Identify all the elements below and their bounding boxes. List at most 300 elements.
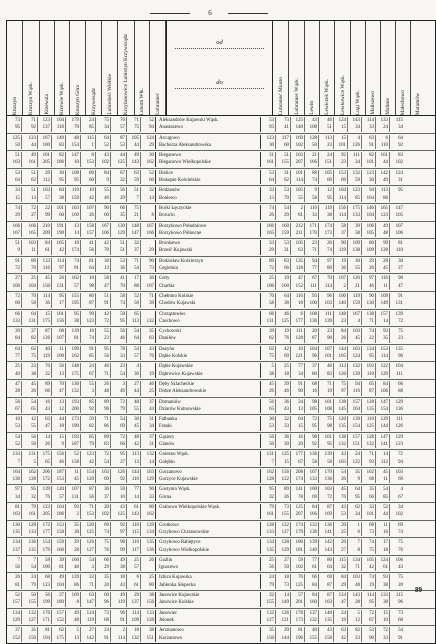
distance-cell: 56 — [7, 399, 22, 406]
distance-cell: 57 — [127, 353, 141, 360]
distance-cell: 24 — [96, 627, 111, 634]
distance-cell: 37 — [7, 627, 22, 634]
distance-cell: 167 — [348, 311, 362, 318]
distance-cell: 151 — [319, 159, 334, 166]
table-row — [7, 187, 435, 194]
distance-cell: 60 — [276, 142, 291, 149]
distance-cell: 87 — [319, 592, 334, 599]
distance-cell: 125 — [291, 504, 305, 511]
distance-cell: 70 — [22, 293, 38, 300]
distance-cell: 133 — [305, 476, 319, 483]
distance-cell: 90 — [362, 635, 376, 642]
distance-cell: 133 — [7, 451, 22, 458]
distance-cell: 163 — [348, 346, 362, 353]
row-group — [7, 292, 435, 310]
distance-cell: 174 — [291, 522, 305, 529]
distance-cell: 81 — [7, 504, 22, 511]
distance-cell: 169 — [66, 212, 81, 219]
station-name: Dęby Szlacheckie — [156, 381, 261, 388]
distance-cell: 147 — [81, 599, 96, 606]
distance-cell: 69 — [398, 477, 403, 483]
distance-cell: 166 — [22, 223, 38, 230]
distance-cell: 105 — [362, 557, 376, 564]
distance-cell: 100 — [38, 564, 52, 571]
distance-cell: 57 — [111, 124, 127, 131]
distance-cell: 135 — [362, 406, 376, 413]
distance-cell: 29 — [111, 195, 127, 202]
table-row — [7, 318, 435, 325]
distance-cell: 201 — [291, 599, 305, 606]
table-row — [7, 170, 435, 177]
distance-cell: 124 — [376, 557, 390, 564]
distance-cell: 120 — [81, 522, 96, 529]
distance-cell: 37 — [22, 328, 38, 335]
distance-cell: 20 — [334, 522, 348, 529]
distance-cell: 125 — [362, 423, 376, 430]
distance-cell: 73 — [141, 265, 156, 272]
station-name: Domaniów — [156, 399, 261, 406]
distance-cell: 100 — [276, 283, 291, 290]
station-name: Charbia — [156, 283, 261, 290]
distance-cell: 57 — [291, 592, 305, 599]
distance-cell: 105 — [291, 240, 305, 247]
distance-cell: 106 — [376, 388, 390, 395]
distance-cell: 135 — [7, 529, 22, 536]
distance-cell: 47 — [334, 599, 348, 606]
table-row — [7, 117, 435, 124]
table-row — [7, 441, 435, 448]
distance-cell: 18 — [127, 627, 141, 634]
distance-cell: 179 — [291, 529, 305, 536]
distance-cell: 135 — [395, 346, 403, 352]
distance-cell: 128 — [362, 399, 376, 406]
distance-cell: 75 — [362, 547, 376, 554]
distance-cell: 78 — [291, 494, 305, 501]
distance-cell: 104 — [305, 346, 319, 353]
distance-cell: 49 — [376, 223, 390, 230]
distance-cell: 154 — [38, 539, 52, 546]
distance-cell: 24 — [348, 451, 362, 458]
distance-cell: 55 — [96, 187, 111, 194]
distance-cell: 31 — [141, 416, 156, 423]
distance-cell: 107 — [141, 283, 156, 290]
distance-cell: 63 — [362, 135, 376, 142]
distance-cell: 119 — [334, 247, 348, 254]
station-name: Gąsiory — [156, 434, 261, 441]
distance-cell: 106 — [395, 557, 403, 563]
distance-cell: 147 — [376, 399, 390, 406]
distance-cell: 49 — [52, 574, 66, 581]
distance-cell: 125 — [276, 318, 291, 325]
distance-cell: 5 — [66, 627, 81, 634]
header-col-left — [118, 21, 135, 115]
distance-cell: 123 — [362, 170, 376, 177]
table-header — [7, 21, 435, 116]
distance-cell: 28 — [66, 547, 81, 554]
distance-cell: 127 — [81, 547, 96, 554]
distance-cell: 43 — [305, 117, 319, 124]
distance-cell: 103 — [348, 328, 362, 335]
row-group — [7, 327, 435, 345]
header-col-label: Malinie — [385, 98, 391, 115]
distance-cell: 60 — [141, 177, 156, 184]
distance-cell: 142 — [81, 635, 96, 642]
distance-cell: 120 — [334, 371, 348, 378]
distance-cell: 13 — [22, 195, 38, 202]
distance-cell: 103 — [291, 152, 305, 159]
distance-cell: 115 — [395, 118, 403, 123]
distance-cell: 80 — [362, 240, 376, 247]
distance-cell: 151 — [348, 441, 362, 448]
distance-cell: 14 — [127, 494, 141, 501]
distance-cell: 109 — [127, 617, 141, 624]
distance-cell: 210 — [38, 223, 52, 230]
distance-cell: 45 — [334, 486, 348, 493]
distance-cell: 54 — [96, 459, 111, 466]
distance-cell: 44 — [141, 406, 156, 413]
distance-cell: 63 — [38, 416, 52, 423]
distance-cell: 133 — [7, 318, 22, 325]
distance-cell: 126 — [81, 539, 96, 546]
distance-cell: 75 — [334, 381, 348, 388]
table-row — [7, 223, 435, 230]
distance-cell: 62 — [276, 177, 291, 184]
distance-cell: 24 — [261, 574, 276, 581]
distance-cell: 129 — [276, 547, 291, 554]
distance-cell: 107 — [395, 223, 403, 229]
distance-cell: 160 — [52, 547, 66, 554]
distance-cell: 48 — [348, 582, 362, 589]
distance-cell: 89 — [96, 399, 111, 406]
distance-cell: 132 — [305, 617, 319, 624]
distance-cell: 158 — [81, 223, 96, 230]
distance-cell: 157 — [81, 230, 96, 237]
distance-cell: 80 — [141, 582, 156, 589]
distance-cell: 134 — [7, 539, 22, 546]
distance-cell: 130 — [7, 476, 22, 483]
distance-cell: 61 — [127, 504, 141, 511]
distance-cell: 72 — [22, 205, 38, 212]
distance-cell: 25 — [334, 529, 348, 536]
distance-cell: 23 — [348, 635, 362, 642]
distance-cell: 84 — [334, 574, 348, 581]
distance-cell: 116 — [305, 205, 319, 212]
distance-cell: 37 — [305, 363, 319, 370]
header-col-label: Lugi Wąsk. — [355, 89, 361, 115]
distance-cell: 158 — [319, 635, 334, 642]
distance-cell: 90 — [96, 205, 111, 212]
distance-cell: 160 — [305, 599, 319, 606]
distance-cell: 33 — [362, 124, 376, 131]
distance-cell: 15 — [38, 311, 52, 318]
distance-cell: 75 — [96, 539, 111, 546]
distance-cell: 90 — [362, 293, 376, 300]
distance-cell — [141, 564, 156, 571]
distance-cell: 58 — [305, 459, 319, 466]
distance-cell: 155 — [261, 599, 276, 606]
station-name: Bonlewo — [156, 195, 261, 202]
station-name: Jerzmanowo — [156, 627, 261, 634]
distance-cell: 144 — [127, 469, 141, 476]
distance-cell: 95 — [261, 486, 276, 493]
distance-cell: 19 — [362, 582, 376, 589]
row-group — [7, 415, 435, 433]
distance-cell: 118 — [291, 265, 305, 272]
distance-cell: 124 — [395, 170, 403, 176]
distance-cell: 29 — [96, 564, 111, 571]
distance-cell: 71 — [96, 371, 111, 378]
distance-cell: 38 — [319, 212, 334, 219]
distance-cell: 20 — [334, 476, 348, 483]
distance-cell: 108 — [305, 124, 319, 131]
distance-cell: 32 — [111, 177, 127, 184]
distance-cell: 199 — [38, 599, 52, 606]
distance-cell: 137 — [7, 547, 22, 554]
distance-cell: 102 — [395, 512, 403, 518]
distance-cell: 33 — [376, 635, 390, 642]
table-row — [7, 486, 435, 493]
distance-cell: 147 — [395, 205, 403, 211]
distance-cell: 100 — [305, 486, 319, 493]
distance-cell: 39 — [261, 328, 276, 335]
distance-cell: 42 — [127, 441, 141, 448]
distance-cell: 1 — [81, 142, 96, 149]
distance-cell: 19 — [334, 617, 348, 624]
distance-cell: 36 — [111, 265, 127, 272]
distance-cell: 51 — [22, 170, 38, 177]
distance-cell: 79 — [22, 504, 38, 511]
distance-cell: 130 — [111, 223, 127, 230]
distance-cell: 125 — [81, 529, 96, 536]
distance-cell: 120 — [81, 476, 96, 483]
distance-cell: 29 — [334, 582, 348, 589]
distance-cell: 97 — [319, 258, 334, 265]
distance-cell: 25 — [127, 557, 141, 564]
distance-cell: 45 — [261, 381, 276, 388]
distance-cell: 38 — [261, 371, 276, 378]
distance-cell: 155 — [22, 599, 38, 606]
distance-cell: 67 — [81, 371, 96, 378]
distance-cell: 158 — [52, 529, 66, 536]
distance-cell: 26 — [96, 381, 111, 388]
distance-cell: 181 — [291, 547, 305, 554]
distance-cell: 139 — [348, 371, 362, 378]
distance-cell: 81 — [398, 241, 403, 247]
distance-cell: 27 — [22, 212, 38, 219]
distance-cell: 60 — [7, 300, 22, 307]
distance-cell: 84 — [305, 504, 319, 511]
distance-cell: 75 — [22, 353, 38, 360]
distance-cell: 54 — [7, 434, 22, 441]
distance-cell: 96 — [96, 599, 111, 606]
distance-cell: 107 — [52, 335, 66, 342]
distance-cell: 107 — [334, 275, 348, 282]
station-name: Anastazewo — [156, 124, 261, 131]
distance-cell: 45 — [38, 275, 52, 282]
distance-cell: 112 — [376, 459, 390, 466]
distance-cell: 43 — [111, 504, 127, 511]
distance-cell: 111 — [396, 417, 403, 423]
distance-cell: 58 — [38, 557, 52, 564]
distance-cell: 26 — [334, 335, 348, 342]
distance-cell: 51 — [111, 247, 127, 254]
distance-cell: 13 — [127, 459, 141, 466]
distance-cell: 11 — [376, 522, 390, 529]
distance-cell: 165 — [22, 230, 38, 237]
distance-cell: 27 — [334, 547, 348, 554]
distance-cell: 66 — [7, 311, 22, 318]
distance-cell: 50 — [276, 564, 291, 571]
distance-cell: 35 — [348, 469, 362, 476]
station-name: Janowiec — [156, 610, 261, 617]
distance-cell: 139 — [348, 416, 362, 423]
distance-cell: 72 — [96, 318, 111, 325]
distance-cell: 60 — [319, 177, 334, 184]
distance-cell: 56 — [81, 247, 96, 254]
distance-cell: 15 — [276, 459, 291, 466]
distance-cell: 65 — [362, 381, 376, 388]
distance-cell: 54 — [276, 205, 291, 212]
page-number-bottom: 89 — [415, 586, 422, 594]
distance-cell: 77 — [7, 353, 22, 360]
distance-cell: 171 — [305, 223, 319, 230]
distance-cell: 85 — [81, 124, 96, 131]
distance-cell: 167 — [7, 230, 22, 237]
header-col-left — [135, 21, 150, 115]
distance-cell: 37 — [141, 434, 156, 441]
distance-cell: 59 — [348, 177, 362, 184]
header-col-label: Lubraniec Wąsk. — [293, 78, 300, 115]
distance-cell: 207 — [291, 511, 305, 518]
distance-cell: 62 — [261, 346, 276, 353]
table-row — [7, 240, 435, 247]
distance-cell: 43 — [334, 504, 348, 511]
row-group — [7, 186, 435, 204]
distance-cell: 61 — [376, 564, 390, 571]
distance-cell: 156 — [334, 205, 348, 212]
distance-cell: 67 — [7, 406, 22, 413]
distance-cell: 55 — [127, 406, 141, 413]
distance-cell: 82 — [81, 423, 96, 430]
distance-cell: 75 — [398, 575, 403, 581]
distance-cell: 114 — [111, 635, 127, 642]
distance-cell: 54 — [111, 371, 127, 378]
distance-cell: 54 — [81, 557, 96, 564]
distance-cell: 96 — [305, 353, 319, 360]
distance-cell: 95 — [362, 353, 376, 360]
distance-cell: 132 — [141, 318, 156, 325]
table-row — [7, 416, 435, 423]
distance-cell: 9 — [305, 187, 319, 194]
distance-cell: 13 — [52, 371, 66, 378]
distance-cell: 14 — [376, 451, 390, 458]
distance-cell: 14 — [66, 230, 81, 237]
distance-cell: 64 — [291, 416, 305, 423]
distance-cell: 24 — [81, 363, 96, 370]
distance-cell: 27 — [127, 381, 141, 388]
distance-cell: 126 — [276, 610, 291, 617]
distance-cell: 42 — [52, 247, 66, 254]
distance-cell: 91 — [96, 300, 111, 307]
table-row — [7, 177, 435, 184]
distance-cell: 112 — [38, 177, 52, 184]
distance-cell: 93 — [261, 124, 276, 131]
distance-cell: 4 — [348, 135, 362, 142]
distance-cell: 30 — [127, 416, 141, 423]
distance-cell: 59 — [291, 557, 305, 564]
distance-cell: 53 — [7, 170, 22, 177]
distance-cell: 53 — [276, 187, 291, 194]
distance-cell: 52 — [7, 441, 22, 448]
distance-cell: 7 — [22, 557, 38, 564]
station-name: Janowice Kolskie — [156, 599, 261, 606]
distance-cell: 138 — [334, 434, 348, 441]
distance-cell: 32 — [334, 564, 348, 571]
distance-cell: 47 — [38, 423, 52, 430]
distance-cell: 193 — [66, 434, 81, 441]
table-row — [7, 610, 435, 617]
distance-cell: 138 — [305, 529, 319, 536]
distance-cell: 105 — [395, 213, 403, 219]
distance-cell: 64 — [276, 293, 291, 300]
distance-cell: 103 — [22, 240, 38, 247]
distance-cell: 47 — [96, 283, 111, 290]
distance-cell: 58 — [22, 300, 38, 307]
distance-cell: 87 — [319, 504, 334, 511]
distance-cell: 110 — [362, 371, 376, 378]
distance-cell: 76 — [96, 547, 111, 554]
distance-cell: 67 — [305, 275, 319, 282]
distance-cell: 59 — [111, 486, 127, 493]
distance-cell: 73 — [276, 582, 291, 589]
distance-cell: 72 — [376, 627, 390, 634]
distance-cell: 58 — [319, 459, 334, 466]
station-name: Cegielnia — [156, 265, 261, 272]
distance-cell: 74 — [362, 574, 376, 581]
distance-cell: 169 — [66, 592, 81, 599]
distance-cell: 36 — [96, 486, 111, 493]
station-name: Dobre Aleksandrowskie — [156, 388, 261, 395]
distance-cell: 87 — [81, 300, 96, 307]
distance-cell: 51 — [96, 293, 111, 300]
distance-cell: 142 — [319, 539, 334, 546]
distance-cell: 132 — [348, 363, 362, 370]
distance-cell: 84 — [52, 187, 66, 194]
distance-cell: 157 — [348, 399, 362, 406]
distance-cell: 135 — [291, 258, 305, 265]
distance-cell: 71 — [305, 247, 319, 254]
distance-cell: 118 — [52, 124, 66, 131]
distance-cell: 157 — [7, 599, 22, 606]
distance-cell — [390, 195, 404, 202]
distance-cell: 68 — [362, 522, 376, 529]
distance-cell: 35 — [96, 574, 111, 581]
distance-cell: 56 — [111, 328, 127, 335]
distance-cell: 103 — [334, 459, 348, 466]
distance-cell: 68 — [96, 617, 111, 624]
distance-cell: 139 — [395, 311, 403, 317]
distance-cell: 128 — [141, 617, 156, 624]
distance-cell: 87 — [111, 135, 127, 142]
distance-cell: 66 — [362, 494, 376, 501]
distance-cell: 128 — [22, 476, 38, 483]
distance-cell: 66 — [96, 592, 111, 599]
distance-cell: 124 — [334, 592, 348, 599]
distance-cell: 64 — [81, 265, 96, 272]
distance-cell: 39 — [348, 223, 362, 230]
distance-cell: 23 — [96, 335, 111, 342]
distance-cell: 52 — [7, 592, 22, 599]
